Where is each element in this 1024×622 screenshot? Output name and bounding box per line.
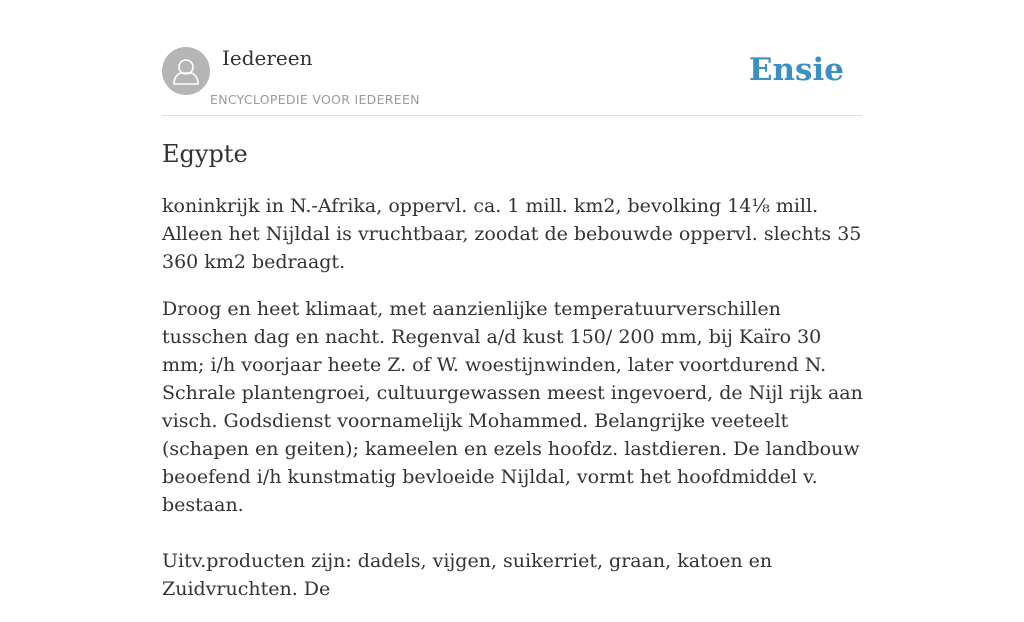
user-silhouette-icon xyxy=(162,47,210,95)
author-name[interactable]: Iedereen xyxy=(222,46,313,70)
article-title: Egypte xyxy=(162,140,248,168)
article-body xyxy=(162,192,867,622)
author-subtitle: ENCYCLOPEDIE VOOR IEDEREEN xyxy=(210,92,420,107)
page-header xyxy=(162,46,862,116)
brand-logo[interactable]: Ensie xyxy=(748,52,844,88)
author-avatar[interactable] xyxy=(162,47,210,95)
article-paragraph: koninkrijk in N.-Afrika, oppervl. ca. 1 mill. km2, bevolking 14⅛ mill. Alleen het Nijldal is vruchtbaar, zoodat de bebouwde oppervl. slechts 35 360 km2 bedraagt. xyxy=(162,195,862,273)
article-paragraph: Uitv.producten zijn: dadels, vijgen, suikerriet, graan, katoen en Zuidvruchten. De xyxy=(162,550,773,600)
article-paragraph: Droog en heet klimaat, met aanzienlijke temperatuurverschillen tusschen dag en nacht. Regenval a/d kust 150/ 200 mm, bij Kaïro 30 mm; i/h voorjaar heete Z. of W. woestijnwinden, later voortdurend N. Schrale plantengroei, cultuurgewassen meest ingevoerd, de Nijl rijk aan visch. Godsdienst voornamelijk Mohammed. Belangrijke veeteelt (schapen en geiten); kameelen en ezels hoofdz. lastdieren. De landbouw beoefend i/h kunstmatig bevloeide Nijldal, vormt het hoofdmiddel v. bestaan. xyxy=(162,298,863,516)
